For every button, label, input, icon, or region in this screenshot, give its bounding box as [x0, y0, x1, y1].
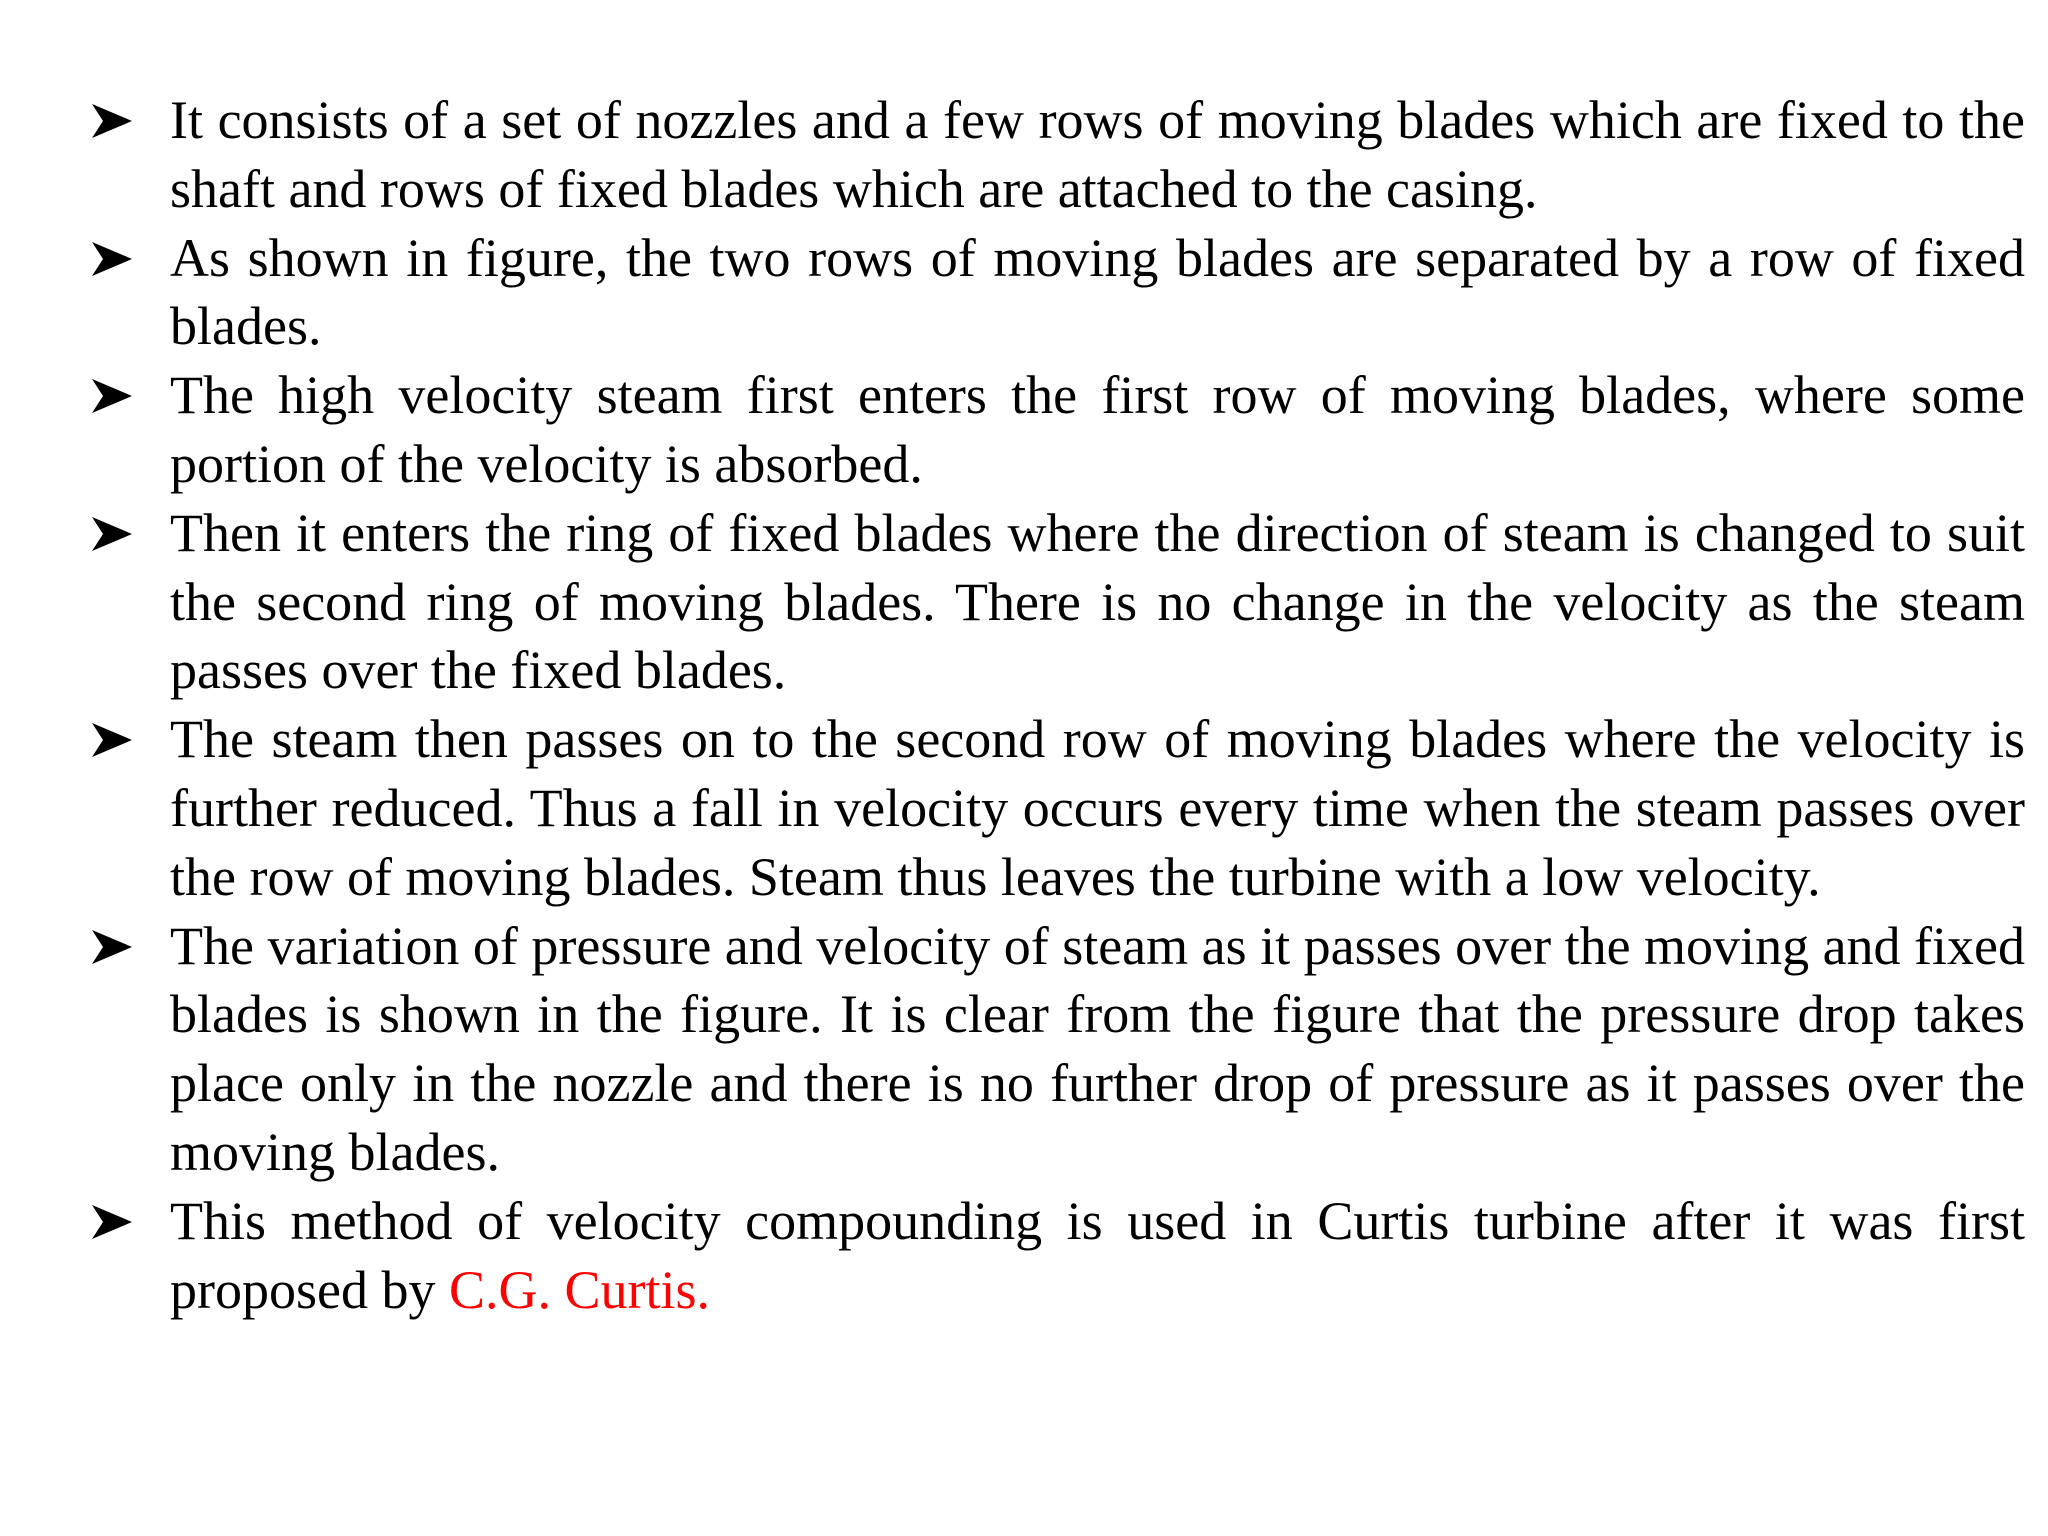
- bullet-item: [90, 912, 2025, 1187]
- bullet-text: The high velocity steam first enters the first row of moving blades, where some portion of the velocity is absorbed.: [170, 365, 2025, 494]
- bullet-text: As shown in figure, the two rows of moving blades are separated by a row of fixed blades.: [170, 227, 2025, 357]
- bullet-item: [90, 499, 2025, 705]
- arrowhead-bullet-icon: [90, 237, 134, 281]
- bullet-text: This method of velocity compounding is used in Curtis turbine after it was first proposed by: [170, 1190, 2025, 1320]
- arrowhead-bullet-icon: [90, 512, 134, 556]
- bullet-item: [90, 1187, 2025, 1325]
- bullet-item: [90, 86, 2025, 224]
- bullet-item: [90, 361, 2025, 499]
- bullet-text: It consists of a set of nozzles and a few rows of moving blades which are fixed to the shaft and rows of fixed blades which are attached to the casing.: [170, 90, 2025, 219]
- bullet-list: [90, 86, 2025, 1324]
- highlighted-name: C.G. Curtis.: [448, 1259, 711, 1320]
- arrowhead-bullet-icon: [90, 718, 134, 762]
- arrowhead-bullet-icon: [90, 99, 134, 143]
- bullet-text: The steam then passes on to the second row of moving blades where the velocity is further reduced. Thus a fall in velocity occurs every time when the steam passes over the row of moving blades. Steam thus leaves the turbine with a low velocity.: [170, 709, 2025, 907]
- bullet-text: Then it enters the ring of fixed blades where the direction of steam is changed to suit the second ring of moving blades. There is no change in the velocity as the steam passes over the fixed blades.: [170, 502, 2025, 701]
- arrowhead-bullet-icon: [90, 1200, 134, 1244]
- bullet-item: [90, 224, 2025, 362]
- arrowhead-bullet-icon: [90, 374, 134, 418]
- arrowhead-bullet-icon: [90, 925, 134, 969]
- bullet-text: The variation of pressure and velocity of steam as it passes over the moving and fixed blades is shown in the figure. It is clear from the figure that the pressure drop takes place only in the nozzle and there is no further drop of pressure as it passes over the moving blades.: [170, 915, 2025, 1182]
- bullet-item: [90, 705, 2025, 911]
